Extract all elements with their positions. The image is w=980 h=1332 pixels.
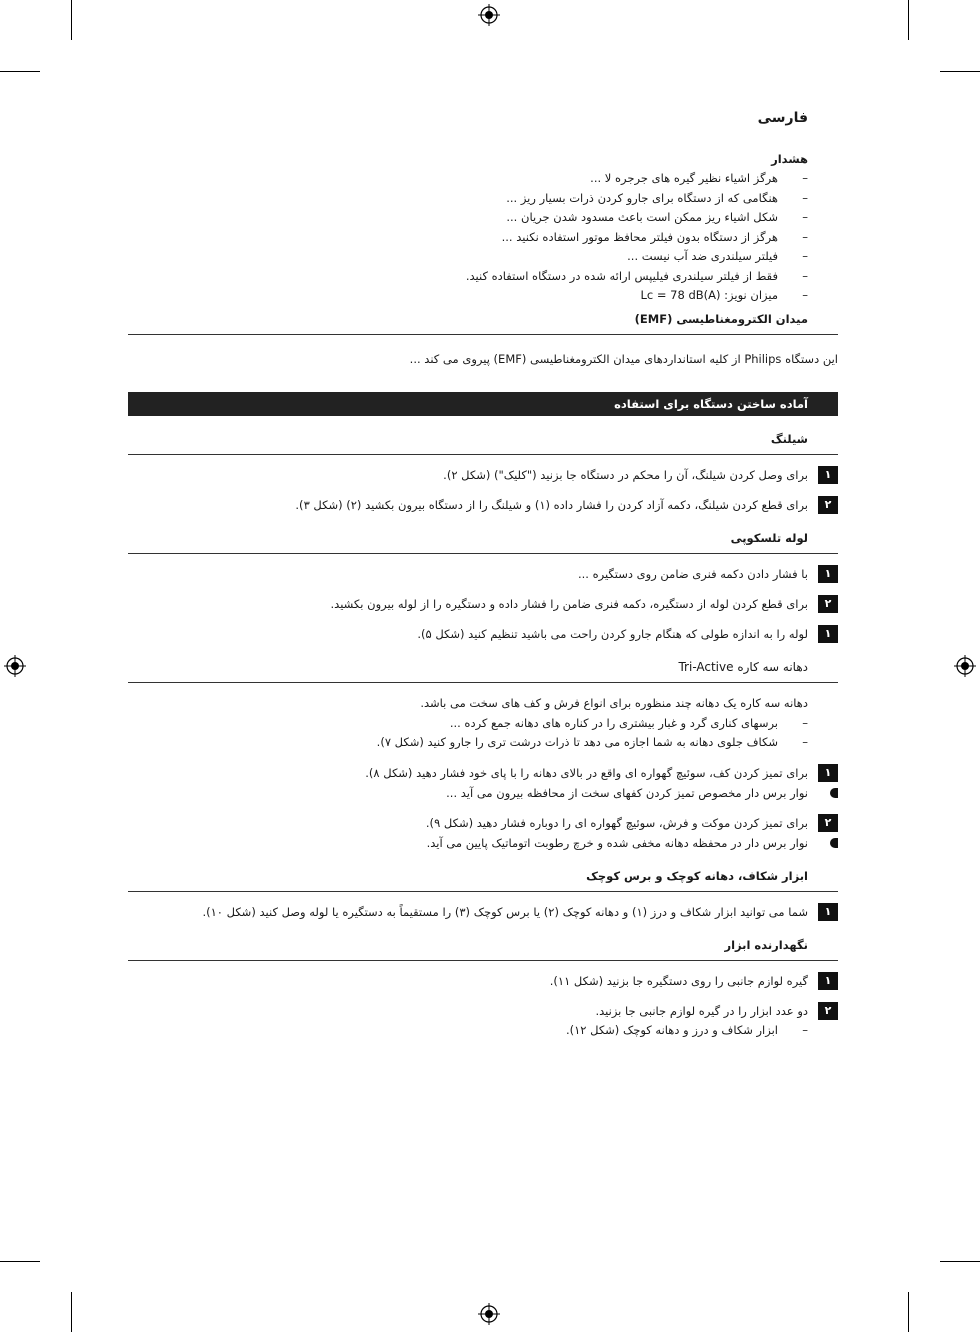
step-number: ۲ (818, 496, 838, 514)
step-number: ۲ (818, 1002, 838, 1020)
crop-mark (0, 71, 40, 72)
accessories-heading: ابزار شکاف، دهانه کوچک و برس کوچک (586, 868, 808, 883)
list-item: – برسهای کناری گرد و غبار بیشتری را در کناره های دهانه جمع کرده ... (128, 714, 808, 734)
step-number: ۱ (818, 903, 838, 921)
crop-mark (908, 0, 909, 40)
telescopic-heading: لوله تلسکوپی (730, 530, 808, 545)
list-item: – شکاف جلوی دهانه به شما اجازه می دهد تا ذرات درشت تری را جارو کنید (شکل ۷). (128, 733, 808, 753)
hose-heading: شیلنگ (770, 431, 808, 446)
step-subnote (128, 783, 838, 803)
subnote-text: نوار برس دار در محفظه دهانه مخفی شده و خرچ رطوبت اتوماتیک پایین می آید. (426, 835, 808, 850)
subnote-text: نوار برس دار مخصوص تمیز کردن کفهای سخت از محافظه بیرون می آید ... (446, 785, 808, 800)
step-item (128, 564, 838, 584)
step-number: ۱ (818, 466, 838, 484)
step-text: برای تمیز کردن موکت و فرش، سوئیچ گهواره ای را دوباره فشار دهید (شکل ۹). (425, 815, 808, 830)
section-band: آماده ساختن دستگاه برای استفاده (128, 392, 838, 416)
warning-list (128, 169, 838, 306)
emf-heading: میدان الکترومغناطیسی (EMF) (634, 311, 808, 326)
emf-text: این دستگاه Philips از کلیه استانداردهای میدان الکترومغناطیسی (EMF) پیروی می کند ... (409, 351, 838, 366)
step-number: ۱ (818, 625, 838, 643)
step-number: ۱ (818, 565, 838, 583)
step-item (128, 1001, 838, 1021)
crop-mark (71, 0, 72, 40)
divider (128, 454, 838, 455)
step-text: برای وصل کردن شیلنگ، آن را محکم در دستگاه جا بزنید ("کلیک") (شکل ۲). (443, 467, 808, 482)
step-subnote (128, 833, 838, 853)
step-number: ۲ (818, 595, 838, 613)
list-item: – هرگز از دستگاه بدون فیلتر محافظ موتور استفاده نکنید ... (128, 228, 808, 248)
step-number: ۱ (818, 764, 838, 782)
registration-mark-icon (954, 655, 976, 677)
list-item: – شکل اشیاء ریز ممکن است باعث مسدود شدن جریان ... (128, 208, 808, 228)
step-number: ۱ (818, 972, 838, 990)
triactive-list (128, 714, 838, 753)
crop-mark (940, 71, 980, 72)
registration-mark-icon (4, 655, 26, 677)
list-item: – ابزار شکاف و درز و دهانه کوچک (شکل ۱۲). (128, 1021, 808, 1041)
divider (128, 682, 838, 683)
list-item: – هنگامی که از دستگاه برای جارو کردن ذرات بسیار ریز ... (128, 189, 808, 209)
step-number: ۲ (818, 814, 838, 832)
step-item (128, 813, 838, 833)
warning-heading: هشدار (771, 152, 808, 166)
step-text: دو عدد ابزار را در گیره لوازم جانبی جا بزنید. (595, 1003, 808, 1018)
divider (128, 553, 838, 554)
step-text: برای قطع کردن شیلنگ، دکمه آزاد کردن را فشار داده (۱) و شیلنگ را از دستگاه بیرون بکشید (۲) (شکل ۳). (295, 497, 808, 512)
holder-list (128, 1021, 838, 1041)
step-item (128, 624, 838, 644)
divider (128, 891, 838, 892)
step-item (128, 594, 838, 614)
registration-mark-icon (478, 1303, 500, 1325)
triactive-heading: دهانه سه کاره Tri-Active (678, 659, 808, 674)
step-item (128, 495, 838, 515)
crop-mark (940, 1261, 980, 1262)
list-item: – فیلتر سیلندری ضد آب نیست ... (128, 247, 808, 267)
bullet-icon (830, 838, 838, 848)
divider (128, 334, 838, 335)
step-text: گیره لوازم جانبی را روی دستگیره جا بزنید (شکل ۱۱). (549, 973, 808, 988)
holder-heading: نگهدارنده ابزار (724, 937, 808, 952)
list-item: – فقط از فیلتر سیلندری فیلیپس ارائه شده در دستگاه استفاده کنید. (128, 267, 808, 287)
crop-mark (71, 1292, 72, 1332)
step-text: لوله را به اندازه طولی که هنگام جارو کردن راحت می باشید تنظیم کنید (شکل ۵). (417, 626, 808, 641)
step-text: برای تمیز کردن کف، سوئیچ گهواره ای واقع در بالای دهانه را با پای خود فشار دهید (شکل ۸). (365, 765, 808, 780)
bullet-icon (830, 788, 838, 798)
step-text: برای قطع کردن لوله از دستگیره، دکمه فنری ضامن را فشار داده و دستگیره را از لوله بیرون بکشید. (330, 596, 808, 611)
step-text: شما می توانید ابزار شکاف و درز (۱) و دهانه کوچک (۲) یا برس کوچک (۳) را مستقیماً به دستگیره یا لوله وصل کنید (شکل ۱۰). (202, 904, 808, 919)
manual-page (128, 110, 838, 1040)
step-item (128, 763, 838, 783)
step-item (128, 465, 838, 485)
crop-mark (0, 1261, 40, 1262)
registration-mark-icon (478, 4, 500, 26)
triactive-intro: دهانه سه کاره یک دهانه چند منظوره برای انواع فرش و کف های سخت می باشد. (420, 695, 808, 710)
language-title: فارسی (757, 110, 808, 126)
divider (128, 960, 838, 961)
step-item (128, 902, 838, 922)
crop-mark (908, 1292, 909, 1332)
list-item: – میزان نویز: Lc = 78 dB(A) (128, 286, 808, 306)
list-item: – هرگز اشیاء نظیر گیره های جرجره لا ... (128, 169, 808, 189)
step-text: با فشار دادن دکمه فنری ضامن روی دستگیره ... (577, 566, 808, 581)
step-item (128, 971, 838, 991)
